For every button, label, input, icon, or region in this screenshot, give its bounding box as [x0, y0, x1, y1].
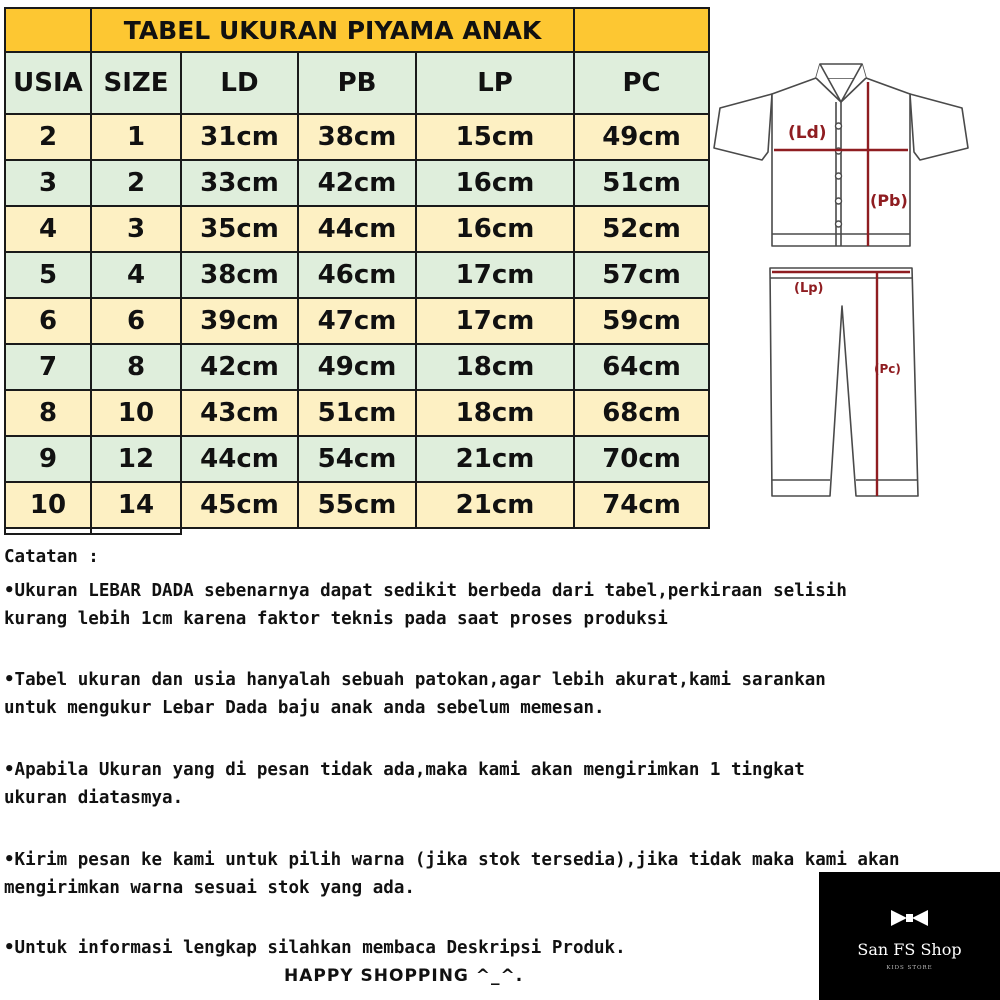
cell-ld: 38cm	[181, 252, 298, 298]
shirt-drawing	[714, 64, 968, 246]
cell-ld: 44cm	[181, 436, 298, 482]
cell-usia: 4	[5, 206, 91, 252]
cell-pb: 46cm	[298, 252, 416, 298]
table-title-row	[5, 8, 709, 52]
cell-usia: 2	[5, 114, 91, 160]
table-row	[5, 436, 709, 482]
cell-size: 8	[91, 344, 181, 390]
header-size: SIZE	[91, 52, 181, 114]
table-row	[5, 298, 709, 344]
table-row	[5, 390, 709, 436]
cell-size: 3	[91, 206, 181, 252]
table-row	[5, 344, 709, 390]
logo-brand-name: San FS Shop	[857, 940, 962, 959]
cell-lp: 15cm	[416, 114, 574, 160]
cell-size: 2	[91, 160, 181, 206]
label-pb: (Pb)	[870, 191, 908, 210]
logo-tagline: KIDS STORE	[886, 965, 933, 971]
cell-lp: 16cm	[416, 206, 574, 252]
cell-ld: 35cm	[181, 206, 298, 252]
cell-lp: 18cm	[416, 344, 574, 390]
header-ld: LD	[181, 52, 298, 114]
notes-heading: Catatan :	[4, 547, 99, 567]
label-lp: (Lp)	[794, 281, 824, 296]
cell-pb: 42cm	[298, 160, 416, 206]
cell-pb: 49cm	[298, 344, 416, 390]
header-pc: PC	[574, 52, 709, 114]
cell-ld: 31cm	[181, 114, 298, 160]
cell-pc: 49cm	[574, 114, 709, 160]
cell-pc: 68cm	[574, 390, 709, 436]
label-pc: (Pc)	[874, 362, 901, 376]
cell-size: 4	[91, 252, 181, 298]
cell-pc: 74cm	[574, 482, 709, 528]
shop-logo	[819, 872, 1000, 1000]
cell-ld: 39cm	[181, 298, 298, 344]
table-header-row	[5, 52, 709, 114]
cell-ld: 42cm	[181, 344, 298, 390]
cell-pc: 59cm	[574, 298, 709, 344]
header-pb: PB	[298, 52, 416, 114]
label-ld: (Ld)	[788, 123, 827, 143]
cell-usia: 7	[5, 344, 91, 390]
pants-drawing	[770, 268, 918, 496]
note-item-4: •Kirim pesan ke kami untuk pilih warna (jika stok tersedia),jika tidak maka kami akan mengirimkan warna sesuai stok yang ada.	[4, 850, 900, 898]
cell-lp: 21cm	[416, 436, 574, 482]
cell-pc: 70cm	[574, 436, 709, 482]
cell-lp: 17cm	[416, 252, 574, 298]
pajama-measurement-diagram	[712, 56, 1000, 506]
cell-size: 6	[91, 298, 181, 344]
cell-pb: 38cm	[298, 114, 416, 160]
cell-usia: 6	[5, 298, 91, 344]
cell-size: 10	[91, 390, 181, 436]
cell-pc: 57cm	[574, 252, 709, 298]
header-lp: LP	[416, 52, 574, 114]
cell-ld: 33cm	[181, 160, 298, 206]
cell-usia: 10	[5, 482, 91, 528]
table-row	[5, 160, 709, 206]
table-title: TABEL UKURAN PIYAMA ANAK	[91, 8, 574, 52]
cell-lp: 16cm	[416, 160, 574, 206]
cell-pc: 52cm	[574, 206, 709, 252]
cell-ld: 45cm	[181, 482, 298, 528]
table-row	[5, 206, 709, 252]
cell-usia: 5	[5, 252, 91, 298]
closing-text: HAPPY SHOPPING ^_^.	[284, 966, 524, 986]
table-row	[5, 252, 709, 298]
note-item-2: •Tabel ukuran dan usia hanyalah sebuah patokan,agar lebih akurat,kami sarankan untuk mengukur Lebar Dada baju anak anda sebelum memesan.	[4, 670, 826, 718]
cell-pb: 55cm	[298, 482, 416, 528]
bow-tie-icon	[819, 900, 1000, 940]
cell-pb: 47cm	[298, 298, 416, 344]
cell-lp: 21cm	[416, 482, 574, 528]
cell-size: 12	[91, 436, 181, 482]
cell-size: 1	[91, 114, 181, 160]
table-row	[5, 114, 709, 160]
cell-usia: 8	[5, 390, 91, 436]
cell-pc: 51cm	[574, 160, 709, 206]
table-row	[5, 482, 709, 528]
cell-size: 14	[91, 482, 181, 528]
size-table	[4, 7, 710, 535]
header-usia: USIA	[5, 52, 91, 114]
cell-usia: 3	[5, 160, 91, 206]
cell-pb: 54cm	[298, 436, 416, 482]
cell-lp: 17cm	[416, 298, 574, 344]
note-item-5: •Untuk informasi lengkap silahkan membaca Deskripsi Produk.	[4, 938, 626, 958]
cell-pc: 64cm	[574, 344, 709, 390]
note-item-3: •Apabila Ukuran yang di pesan tidak ada,maka kami akan mengirimkan 1 tingkat ukuran diatasmya.	[4, 760, 805, 808]
cell-usia: 9	[5, 436, 91, 482]
cell-pb: 44cm	[298, 206, 416, 252]
note-item-1: •Ukuran LEBAR DADA sebenarnya dapat sedikit berbeda dari tabel,perkiraan selisih kurang lebih 1cm karena faktor teknis pada saat proses produksi	[4, 581, 847, 629]
cell-pb: 51cm	[298, 390, 416, 436]
cell-ld: 43cm	[181, 390, 298, 436]
cell-lp: 18cm	[416, 390, 574, 436]
